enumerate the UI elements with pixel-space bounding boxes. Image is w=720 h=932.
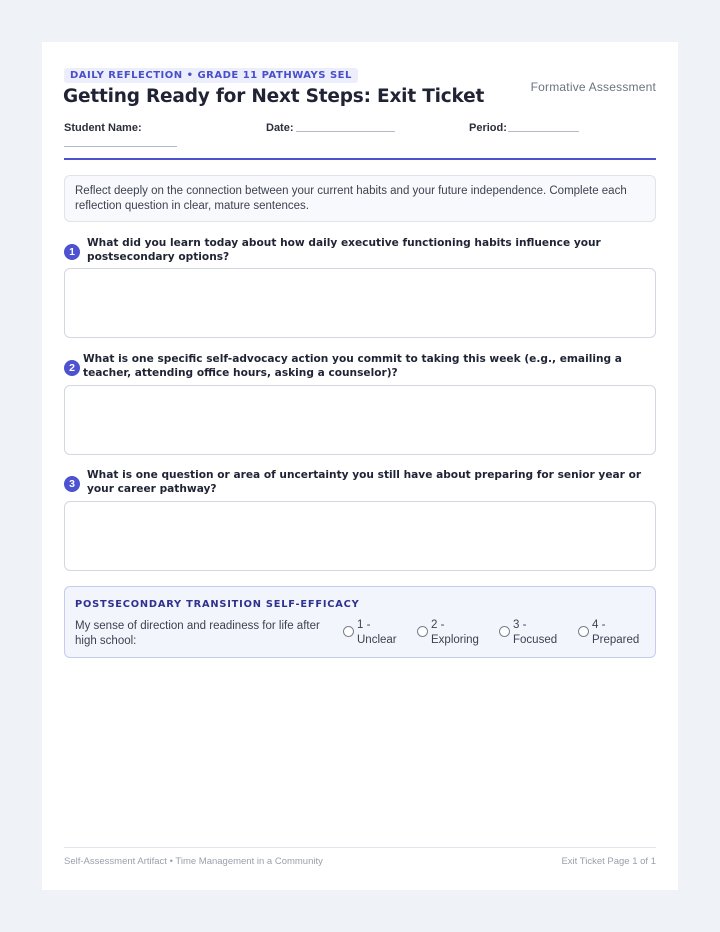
answer-box-2[interactable] bbox=[64, 385, 656, 455]
exit-ticket-page bbox=[42, 42, 678, 890]
page-title: Getting Ready for Next Steps: Exit Ticket bbox=[63, 86, 485, 107]
radio-button[interactable] bbox=[417, 626, 428, 637]
period-input[interactable] bbox=[508, 131, 579, 132]
self-efficacy-title: POSTSECONDARY TRANSITION SELF-EFFICACY bbox=[75, 599, 360, 610]
answer-box-1[interactable] bbox=[64, 268, 656, 338]
question-number-badge: 1 bbox=[64, 244, 80, 260]
rating-option-2[interactable] bbox=[417, 618, 497, 648]
question-text: What is one specific self-advocacy action you commit to taking this week (e.g., emailing a teacher, attending office hours, asking a counselor)? bbox=[83, 353, 622, 379]
rating-option-label: 2 - Exploring bbox=[431, 619, 479, 646]
question-text: What did you learn today about how daily executive functioning habits influence your postsecondary options? bbox=[87, 237, 601, 263]
header-divider bbox=[64, 158, 656, 160]
footer-page-number: Exit Ticket Page 1 of 1 bbox=[561, 856, 656, 867]
radio-button[interactable] bbox=[343, 626, 354, 637]
date-label: Date: bbox=[266, 122, 294, 134]
rating-option-3[interactable] bbox=[499, 618, 575, 648]
question-text: What is one question or area of uncertainty you still have about preparing for senior year or your career pathway? bbox=[87, 469, 642, 495]
answer-box-3[interactable] bbox=[64, 501, 656, 571]
date-input[interactable] bbox=[296, 131, 395, 132]
period-field bbox=[469, 120, 656, 150]
student-name-label: Student Name: bbox=[64, 122, 142, 134]
question-number-badge: 2 bbox=[64, 360, 80, 376]
rating-option-4[interactable] bbox=[578, 618, 654, 648]
footer-left-text: Self-Assessment Artifact • Time Management in a Community bbox=[64, 856, 323, 867]
eyebrow-tag: DAILY REFLECTION • GRADE 11 PATHWAYS SEL bbox=[64, 68, 358, 83]
student-name-input[interactable] bbox=[64, 146, 177, 147]
rating-option-label: 1 - Unclear bbox=[357, 619, 397, 646]
period-label: Period: bbox=[469, 122, 507, 134]
date-field bbox=[266, 120, 436, 150]
radio-button[interactable] bbox=[578, 626, 589, 637]
footer-divider bbox=[64, 847, 656, 848]
rating-option-label: 4 - Prepared bbox=[592, 619, 640, 646]
form-type-label: Formative Assessment bbox=[530, 80, 656, 94]
self-efficacy-prompt: My sense of direction and readiness for life after high school: bbox=[75, 620, 320, 647]
student-info-fields bbox=[64, 120, 656, 150]
instructions-box: Reflect deeply on the connection between your current habits and your future independence. Complete each reflection question in clear, mature sentences. bbox=[64, 175, 656, 222]
radio-button[interactable] bbox=[499, 626, 510, 637]
rating-option-label: 3 - Focused bbox=[513, 619, 558, 646]
question-number-badge: 3 bbox=[64, 476, 80, 492]
rating-option-1[interactable] bbox=[343, 618, 413, 648]
self-efficacy-panel bbox=[64, 586, 656, 658]
student-name-field bbox=[64, 120, 234, 150]
